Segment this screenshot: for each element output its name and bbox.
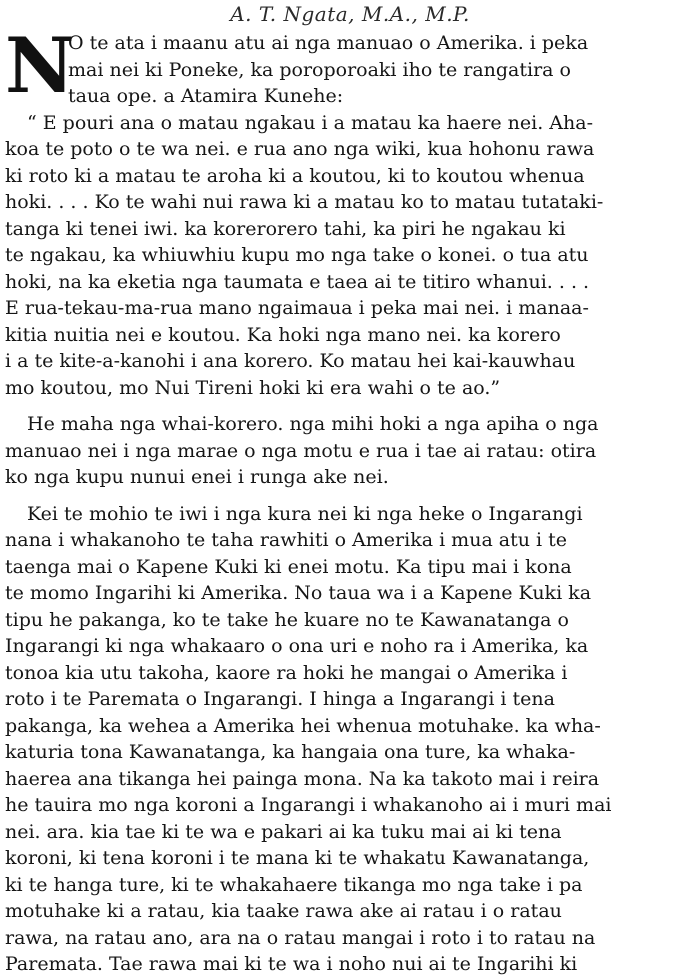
text-line: O te ata i maanu atu ai nga manuao o Amerika. i peka: [68, 32, 589, 54]
body-text: [5, 21, 700, 978]
text-line: motuhake ki a ratau, kia taake rawa ake ai ratau i o ratau: [5, 900, 562, 922]
paragraph-2: [5, 411, 700, 491]
text-line: roto i te Paremata o Ingarangi. I hinga a Ingarangi i tena: [5, 688, 555, 710]
text-line: he tauira mo nga koroni a Ingarangi i whakanoho ai i muri mai: [5, 794, 612, 816]
paragraph-3: [5, 501, 700, 978]
text-line: kitia nuitia nei e koutou. Ka hoki nga mano nei. ka korero: [5, 323, 561, 346]
text-line: i a te kite-a-kanohi i ana korero. Ko matau hei kai-kauwhau: [5, 350, 576, 372]
text-line: nei. ara. kia tae ki te wa e pakari ai ka tuku mai ai ki tena: [5, 820, 562, 843]
text-line: Ingarangi ki nga whakaaro o ona uri e noho ra i Amerika, ka: [5, 635, 589, 657]
text-line: mo koutou, mo Nui Tireni hoki ki era wahi o te ao.”: [5, 376, 501, 399]
paragraph-1: [5, 21, 700, 401]
text-line: hoki, na ka eketia nga taumata e taea ai te titiro whanui. . . .: [5, 270, 590, 293]
text-line: koroni, ki tena koroni i te mana ki te whakatu Kawanatanga,: [5, 847, 590, 869]
text-line: katuria tona Kawanatanga, ka hangaia ona ture, ka whaka-: [5, 741, 576, 763]
text-line: tonoa kia utu takoha, kaore ra hoki he mangai o Amerika i: [5, 661, 568, 684]
text-line: ki roto ki a matau te aroha ki a koutou, ki to koutou whenua: [5, 164, 585, 187]
text-line: pakanga, ka wehea a Amerika hei whenua motuhake. ka wha-: [5, 714, 601, 737]
text-line: rawa, na ratau ano, ara na o ratau mangai i roto i to ratau na: [5, 926, 596, 949]
text-line: Paremata. Tae rawa mai ki te wa i noho nui ai te Ingarihi ki: [5, 953, 578, 975]
text-line: tanga ki tenei iwi. ka korerorero tahi, ka piri he ngakau ki: [5, 217, 566, 240]
running-head: A. T. Ngata, M.A., M.P.: [230, 2, 470, 26]
text-line: hoki. . . . Ko te wahi nui rawa ki a matau ko to matau tutataki-: [5, 191, 604, 213]
text-line: nana i whakanoho te taha rawhiti o Amerika i mua atu i te: [5, 529, 568, 551]
text-line: taenga mai o Kapene Kuki ki enei motu. Ka tipu mai i kona: [5, 555, 572, 578]
text-line: koa te poto o te wa nei. e rua ano nga wiki, kua hohonu rawa: [5, 138, 595, 160]
text-line: te ngakau, ka whiuwhiu kupu mo nga take o konei. o tua atu: [5, 244, 589, 266]
text-line: Kei te mohio te iwi i nga kura nei ki nga heke o Ingarangi: [27, 502, 583, 525]
text-line: te momo Ingarihi ki Amerika. No taua wa i a Kapene Kuki ka: [5, 582, 592, 604]
text-line: ko nga kupu nunui enei i runga ake nei.: [5, 466, 389, 488]
text-line: He maha nga whai-korero. nga mihi hoki a nga apiha o nga: [27, 413, 599, 435]
text-line: haerea ana tikanga hei painga mona. Na ka takoto mai i reira: [5, 767, 600, 790]
paragraph-gap: [5, 491, 700, 501]
text-line: manuao nei i nga marae o nga motu e rua i tae ai ratau: otira: [5, 439, 597, 462]
text-line: mai nei ki Poneke, ka poroporoaki iho te rangatira o: [68, 58, 571, 81]
text-line: taua ope. a Atamira Kunehe:: [68, 85, 344, 107]
drop-cap: N: [5, 21, 75, 110]
text-line: tipu he pakanga, ko te take he kuare no te Kawanatanga o: [5, 608, 569, 631]
paragraph-gap: [5, 401, 700, 411]
text-line: “ E pouri ana o matau ngakau i a matau ka haere nei. Aha-: [27, 111, 594, 134]
text-line: ki te hanga ture, ki te whakahaere tikanga mo nga take i pa: [5, 873, 583, 896]
text-line: E rua-tekau-ma-rua mano ngaimaua i peka mai nei. i manaa-: [5, 297, 589, 319]
